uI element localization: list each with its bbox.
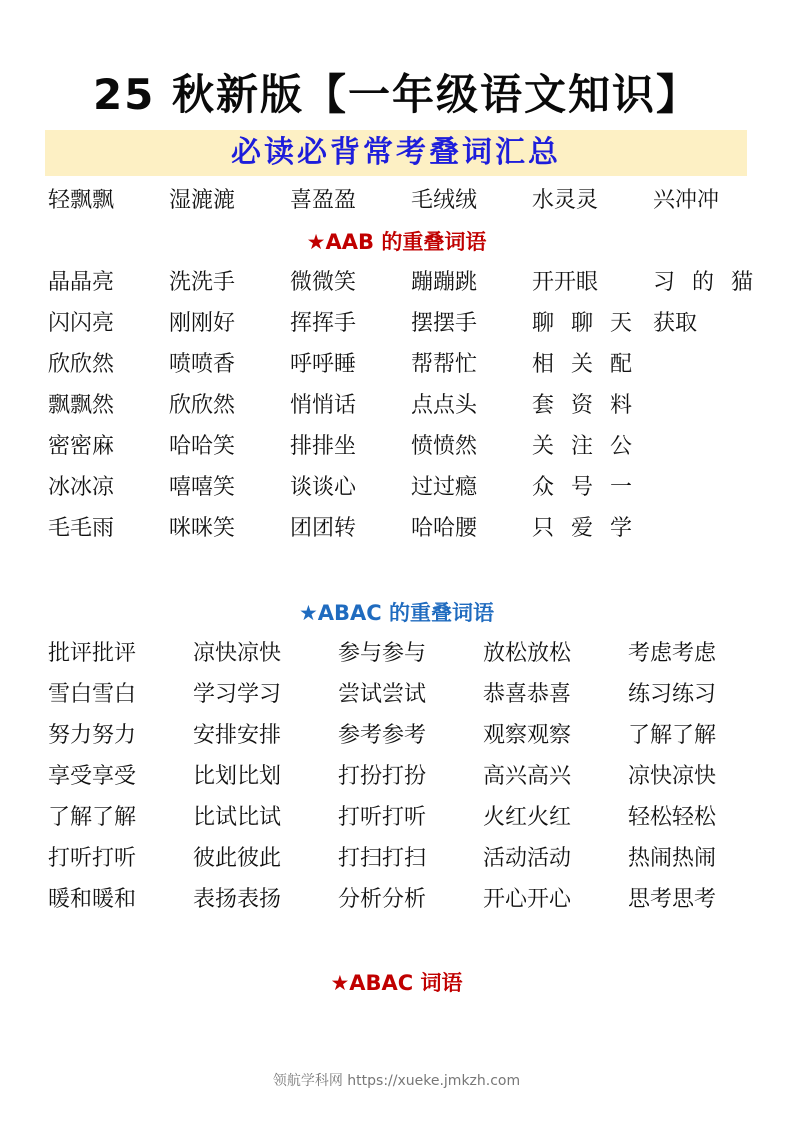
section-heading-aab: ★AAB 的重叠词语 xyxy=(306,230,487,254)
word: 团团转 xyxy=(290,516,357,541)
word: 点点头 xyxy=(411,393,478,418)
word: 帮帮忙 xyxy=(411,352,478,377)
word: 呼呼睡 xyxy=(290,352,357,377)
word-row xyxy=(0,885,793,915)
word-row xyxy=(0,391,793,421)
subtitle: 必读必背常考叠词汇总 xyxy=(231,135,561,170)
word-row xyxy=(0,309,793,339)
word: 摆摆手 xyxy=(411,311,478,336)
word: 水灵灵 xyxy=(532,188,599,213)
word: 哈哈笑 xyxy=(169,434,236,459)
word: 轻飘飘 xyxy=(48,188,115,213)
word: 努力努力 xyxy=(48,723,137,748)
word: 凉快凉快 xyxy=(628,764,717,789)
word: 套 资 料 xyxy=(532,393,637,418)
word: 学习学习 xyxy=(193,682,282,707)
word: 比试比试 xyxy=(193,805,282,830)
word: 凉快凉快 xyxy=(193,641,282,666)
word: 愤愤然 xyxy=(411,434,478,459)
word: 练习练习 xyxy=(628,682,717,707)
word: 密密麻 xyxy=(48,434,115,459)
word: 参考参考 xyxy=(338,723,427,748)
footer-watermark: 领航学科网 https://xueke.jmkzh.com xyxy=(272,1073,521,1089)
word: 关 注 公 xyxy=(532,434,637,459)
word: 开开眼 xyxy=(532,270,599,295)
word: 打听打听 xyxy=(338,805,427,830)
word: 晶晶亮 xyxy=(48,270,115,295)
word: 喜盈盈 xyxy=(290,188,357,213)
word: 享受享受 xyxy=(48,764,137,789)
word: 喷喷香 xyxy=(169,352,236,377)
word: 开心开心 xyxy=(483,887,572,912)
word: 了解了解 xyxy=(628,723,717,748)
word: 众 号 一 xyxy=(532,475,637,500)
word: 毛毛雨 xyxy=(48,516,115,541)
word: 闪闪亮 xyxy=(48,311,115,336)
word: 打听打听 xyxy=(48,846,137,871)
word: 获取 xyxy=(653,311,698,336)
word: 洗洗手 xyxy=(169,270,236,295)
word: 挥挥手 xyxy=(290,311,357,336)
word: 参与参与 xyxy=(338,641,427,666)
word: 比划比划 xyxy=(193,764,282,789)
word: 了解了解 xyxy=(48,805,137,830)
word: 相 关 配 xyxy=(532,352,637,377)
word: 欣欣然 xyxy=(169,393,236,418)
word: 刚刚好 xyxy=(169,311,236,336)
top-word-row xyxy=(0,186,793,216)
word: 放松放松 xyxy=(483,641,572,666)
word: 火红火红 xyxy=(483,805,572,830)
word-row xyxy=(0,432,793,462)
word: 谈谈心 xyxy=(290,475,357,500)
word-row xyxy=(0,514,793,544)
word: 湿漉漉 xyxy=(169,188,236,213)
word: 只 爱 学 xyxy=(532,516,637,541)
word: 飘飘然 xyxy=(48,393,115,418)
page-title: 25 秋新版【一年级语文知识】 xyxy=(92,70,701,119)
word: 过过瘾 xyxy=(411,475,478,500)
word-row xyxy=(0,680,793,710)
word: 打扫打扫 xyxy=(338,846,427,871)
word: 排排坐 xyxy=(290,434,357,459)
word: 活动活动 xyxy=(483,846,572,871)
word-row xyxy=(0,803,793,833)
word: 热闹热闹 xyxy=(628,846,717,871)
word: 思考思考 xyxy=(628,887,717,912)
word: 咪咪笑 xyxy=(169,516,236,541)
word-row xyxy=(0,721,793,751)
word: 表扬表扬 xyxy=(193,887,282,912)
word: 安排安排 xyxy=(193,723,282,748)
section-heading-abac: ★ABAC 的重叠词语 xyxy=(298,601,495,625)
word: 尝试尝试 xyxy=(338,682,427,707)
word-row xyxy=(0,268,793,298)
word-row xyxy=(0,473,793,503)
word: 打扮打扮 xyxy=(338,764,427,789)
word: 考虑考虑 xyxy=(628,641,717,666)
word-row xyxy=(0,639,793,669)
word-row xyxy=(0,350,793,380)
word: 聊 聊 天 xyxy=(532,311,637,336)
word: 欣欣然 xyxy=(48,352,115,377)
word: 暖和暖和 xyxy=(48,887,137,912)
word: 轻松轻松 xyxy=(628,805,717,830)
word: 分析分析 xyxy=(338,887,427,912)
word: 嘻嘻笑 xyxy=(169,475,236,500)
word: 恭喜恭喜 xyxy=(483,682,572,707)
word: 微微笑 xyxy=(290,270,357,295)
word: 批评批评 xyxy=(48,641,137,666)
word: 冰冰凉 xyxy=(48,475,115,500)
word: 哈哈腰 xyxy=(411,516,478,541)
word: 习 的 猫 xyxy=(653,270,758,295)
word: 悄悄话 xyxy=(290,393,357,418)
word: 彼此彼此 xyxy=(193,846,282,871)
word: 兴冲冲 xyxy=(653,188,720,213)
word-row xyxy=(0,762,793,792)
word: 雪白雪白 xyxy=(48,682,137,707)
word: 蹦蹦跳 xyxy=(411,270,478,295)
word: 高兴高兴 xyxy=(483,764,572,789)
word: 观察观察 xyxy=(483,723,572,748)
word-row xyxy=(0,844,793,874)
word: 毛绒绒 xyxy=(411,188,478,213)
section-heading-abac-words: ★ABAC 词语 xyxy=(330,971,463,995)
